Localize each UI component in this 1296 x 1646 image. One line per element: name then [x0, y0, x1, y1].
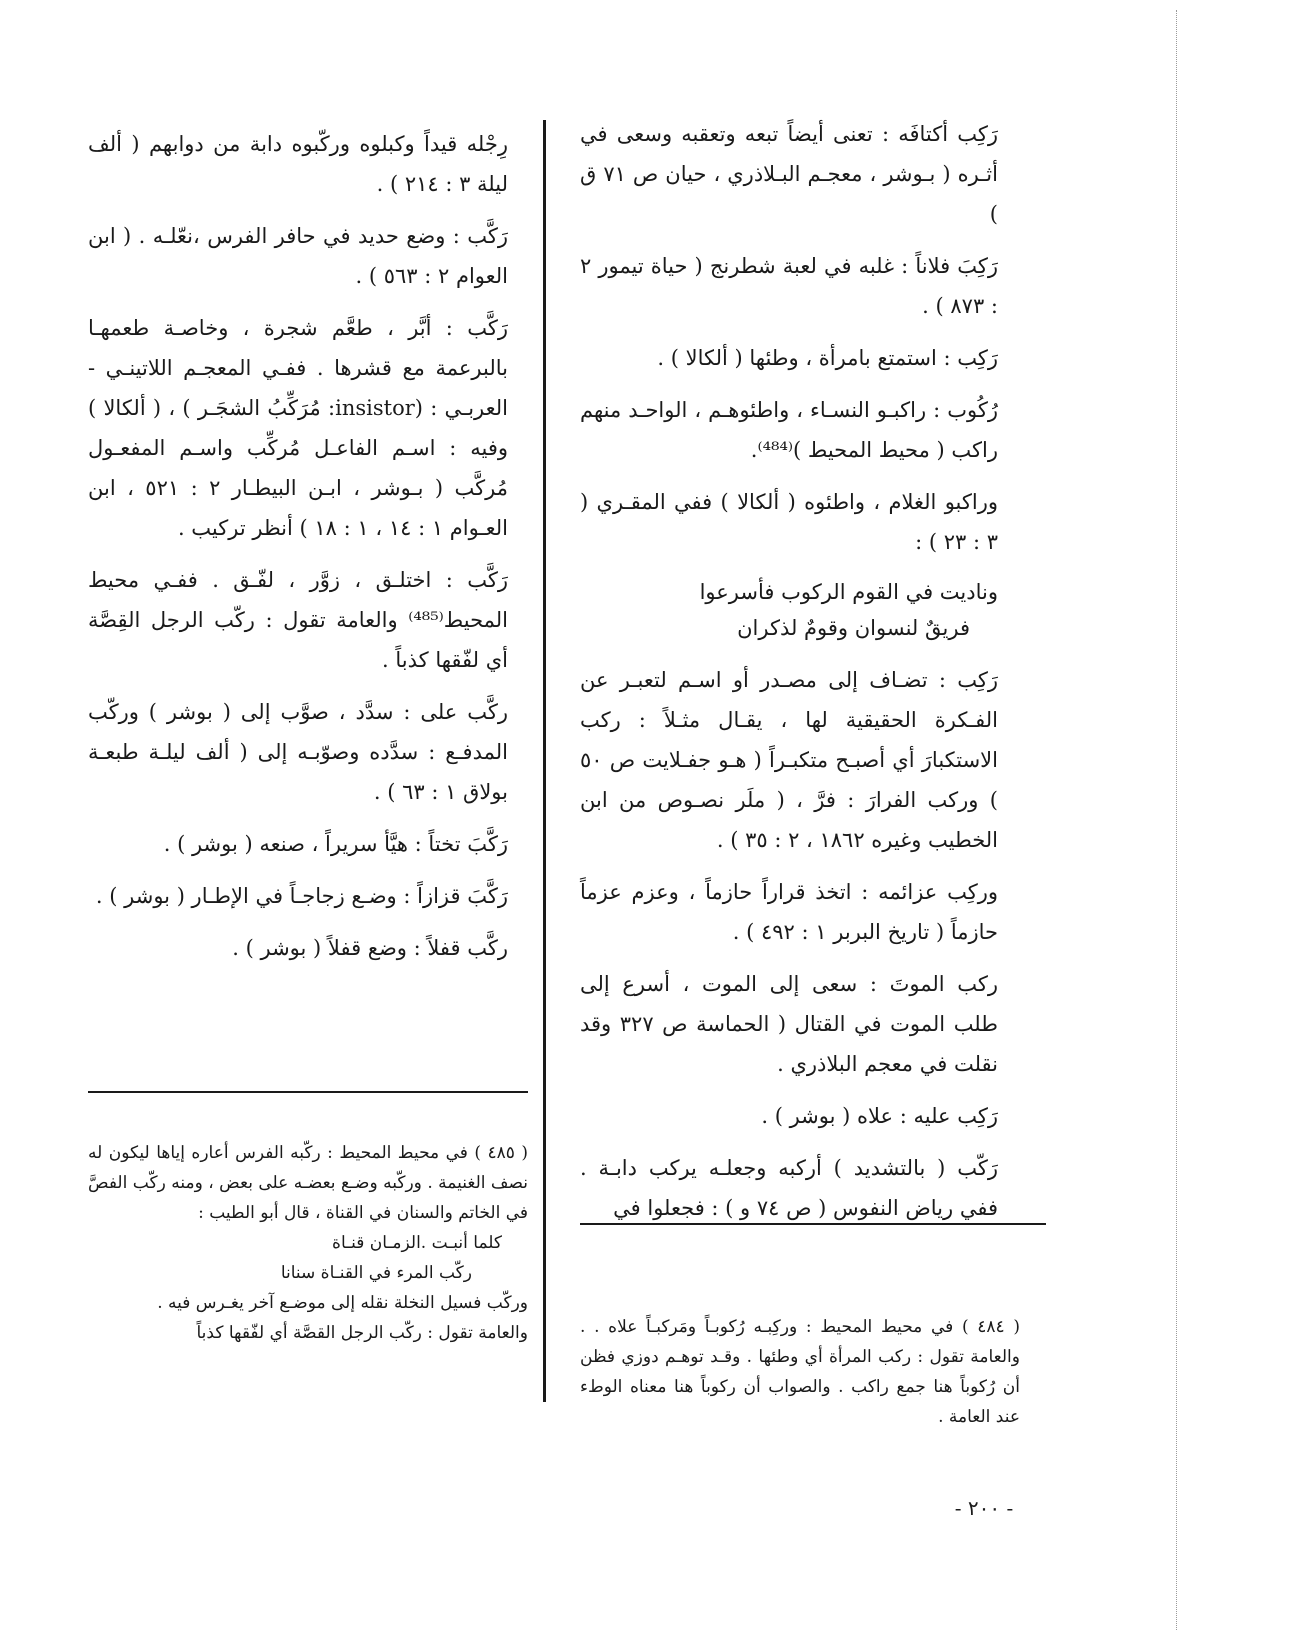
entry: رَكِب عليه : علاه ( بوشر ) . [761, 1104, 998, 1128]
footnote-poem [88, 1228, 528, 1288]
entry: رُكُوب : راكبـو النسـاء ، واطئوهـم ، الواحـد منهم راكب ( محيط المحيط )⁽⁴⁸⁴⁾. [580, 398, 998, 462]
footnote-484 [580, 1312, 1020, 1432]
entry: رَكِب : استمتع بامرأة ، وطئها ( ألكالا ) . [657, 346, 998, 370]
footnote-text: وركّب فسيل النخلة نقله إلى موضـع آخر يغـرس فيه . [157, 1293, 528, 1313]
poem-line-2: ركّب المرء في القنـاة سنانا [280, 1263, 472, 1283]
entry: رَكِبَ فلاناً : غلبه في لعبة شطرنج ( حياة تيمور ٢ : ٨٧٣ ) . [580, 254, 998, 318]
entry: رَكِب : تضـاف إلى مصـدر أو اسـم لتعبـر عن الفـكرة الحقيقية لها ، يقـال مثـلاً : ركب الاستكبارَ أي أصبـح متكبـراً ( هـو جفـلايت ص ٥٠ ) وركب الفرارَ : فرَّ ، ( ملَر نصـوص من ابن الخطيب وغيره ١٨٦٢ ، ٢ : ٣٥ ) . [580, 668, 998, 852]
poem-line-1: كلما أنبـت .الزمـان قنـاة [332, 1233, 502, 1253]
verse-line-2: فريقٌ لنسوان وقومٌ لذكران [737, 616, 970, 640]
footnote-rule-left [88, 1091, 528, 1093]
entry: رَكَّبَ قزازاً : وضـع زجاجـاً في الإطـار ( بوشر ) . [95, 884, 508, 908]
right-column [580, 114, 998, 1240]
entry: رَكِب أكتافَه : تعنى أيضاً تبعه وتعقبه وسعى في أثـره ( بـوشر ، معجـم البـلاذري ، حيان ص ٧١ ق ) [580, 122, 998, 226]
left-column [88, 124, 508, 980]
page-edge-line [1176, 10, 1177, 1630]
footnote-text: والعامة تقول : ركّب الرجل القصَّة أي لفّقها كذباً [196, 1323, 528, 1343]
entry: وركِب عزائمه : اتخذ قراراً حازماً ، وعزم عزماً حازماً ( تاريخ البربر ١ : ٤٩٢ ) . [580, 880, 998, 944]
column-divider [543, 120, 546, 1402]
entry: رَكَّب : أبَّر ، طعَّم شجرة ، وخاصـة طعمهـا بالبرعمة مع قشرها . ففـي المعجـم اللاتينـي - العربـي : (insistor: مُرَكِّبُ الشجَـر ) ، ( ألكالا ) وفيه : اسـم الفاعـل مُركِّب واسـم المفعـول مُركَّب ( بـوشر ، ابـن البيطـار ٢ : ٥٢١ ، ابن العـوام ١ : ١٤ ، ١ : ١٨ ) أنظر تركيب . [88, 316, 508, 540]
entry: رَكّب ( بالتشديد ) أركبه وجعلـه يركب دابـة . ففي رياض النفوس ( ص ٧٤ و ) : فجعلوا في [580, 1156, 998, 1220]
footnote-485 [88, 1138, 528, 1348]
page-number: - ٢٠٠ - [954, 1496, 1014, 1520]
footnote-body: ( ٤٨٥ ) في محيط المحيط : ركّبه الفرس أعاره إياها ليكون له نصف الغنيمة . وركّبه وضـع بعضـه على بعض ، ومنه ركّب الفصَّ في الخاتم والسنان في القناة ، قال أبو الطيب : [88, 1143, 528, 1223]
entry: ركَّب على : سدَّد ، صوَّب إلى ( بوشر ) وركّب المدفـع : سدَّده وصوّبـه إلى ( ألف ليلـة طبعـة بولاق ١ : ٦٣ ) . [88, 700, 508, 804]
entry: رَكَّب : اختلـق ، زوَّر ، لفّـق . ففـي محيط المحيط⁽⁴⁸⁵⁾ والعامة تقول : ركّب الرجل القِصَّة أي لفّقها كذباً . [88, 568, 508, 672]
entry: رِجْله قيداً وكبلوه وركّبوه دابة من دوابهم ( ألف ليلة ٣ : ٢١٤ ) . [88, 132, 508, 196]
entry: رَكَّب : وضع حديد في حافر الفرس ،نعّلـه . ( ابن العوام ٢ : ٥٦٣ ) . [88, 224, 508, 288]
verse [580, 574, 998, 646]
entry: ركَّب قفلاً : وضع قفلاً ( بوشر ) . [232, 936, 508, 960]
verse-line-1: وناديت في القوم الركوب فأسرعوا [699, 580, 998, 604]
footnote-body: ( ٤٨٤ ) في محيط المحيط : وركِبـه رُكوبـاً ومَركبـاً علاه . . والعامة تقول : ركب المرأة أي وطئها . وقـد توهـم دوزي فظن أن رُكوباً هنا جمع راكب . والصواب أن ركوباً هنا معناه الوطء عند العامة . [580, 1317, 1020, 1427]
entry: وراكبو الغلام ، واطئوه ( ألكالا ) ففي المقـري ( ٣ : ٢٣ ) : [580, 490, 998, 554]
entry: ركب الموتَ : سعى إلى الموت ، أسرع إلى طلب الموت في القتال ( الحماسة ص ٣٢٧ وقد نقلت في معجم البلاذري . [580, 972, 998, 1076]
entry: رَكَّبَ تختاً : هيَّأ سريراً ، صنعه ( بوشر ) . [163, 832, 508, 856]
footnote-rule-right [580, 1223, 1046, 1225]
